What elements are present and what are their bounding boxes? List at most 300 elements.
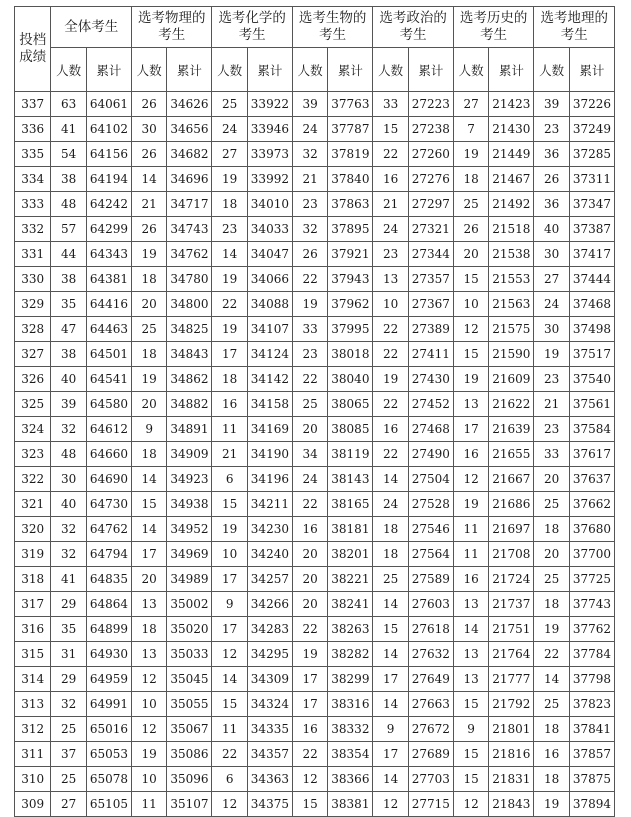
cumulative-cell: 64242 xyxy=(86,192,131,217)
count-cell: 26 xyxy=(534,167,569,192)
cumulative-cell: 37840 xyxy=(328,167,373,192)
count-cell: 24 xyxy=(534,292,569,317)
cumulative-cell: 34626 xyxy=(167,92,212,117)
count-cell: 40 xyxy=(51,492,86,517)
count-cell: 13 xyxy=(131,642,166,667)
cumulative-cell: 35096 xyxy=(167,767,212,792)
table-row xyxy=(15,367,615,392)
cumulative-cell: 34047 xyxy=(247,242,292,267)
count-cell: 18 xyxy=(534,717,569,742)
table-row xyxy=(15,92,615,117)
count-cell: 22 xyxy=(292,367,327,392)
count-cell: 11 xyxy=(453,542,488,567)
cumulative-cell: 34107 xyxy=(247,317,292,342)
count-cell: 21 xyxy=(373,192,408,217)
cumulative-cell: 64156 xyxy=(86,142,131,167)
cumulative-cell: 38354 xyxy=(328,742,373,767)
count-cell: 18 xyxy=(373,542,408,567)
count-cell: 13 xyxy=(453,667,488,692)
table-row xyxy=(15,442,615,467)
cumulative-cell: 34762 xyxy=(167,242,212,267)
table-row xyxy=(15,342,615,367)
count-cell: 24 xyxy=(373,217,408,242)
count-cell: 18 xyxy=(131,442,166,467)
cumulative-cell: 21831 xyxy=(489,767,534,792)
cumulative-cell: 21686 xyxy=(489,492,534,517)
cumulative-cell: 34124 xyxy=(247,342,292,367)
cumulative-cell: 64730 xyxy=(86,492,131,517)
count-cell: 24 xyxy=(373,492,408,517)
cumulative-cell: 27663 xyxy=(408,692,453,717)
cumulative-cell: 21622 xyxy=(489,392,534,417)
count-cell: 20 xyxy=(131,567,166,592)
cumulative-cell: 34363 xyxy=(247,767,292,792)
cumulative-cell: 27504 xyxy=(408,467,453,492)
count-cell: 25 xyxy=(212,92,247,117)
count-cell: 17 xyxy=(292,667,327,692)
count-cell: 39 xyxy=(534,92,569,117)
count-cell: 14 xyxy=(373,467,408,492)
cumulative-cell: 21697 xyxy=(489,517,534,542)
group-header-chemistry: 选考化学的考生 xyxy=(212,7,292,48)
count-cell: 10 xyxy=(131,767,166,792)
count-cell: 14 xyxy=(131,167,166,192)
cumulative-cell: 27430 xyxy=(408,367,453,392)
count-cell: 14 xyxy=(373,592,408,617)
cumulative-cell: 27389 xyxy=(408,317,453,342)
cumulative-cell: 21449 xyxy=(489,142,534,167)
cumulative-cell: 21518 xyxy=(489,217,534,242)
cumulative-cell: 37249 xyxy=(569,117,614,142)
count-cell: 25 xyxy=(534,492,569,517)
table-row xyxy=(15,242,615,267)
table-row xyxy=(15,767,615,792)
cumulative-cell: 34843 xyxy=(167,342,212,367)
score-cell: 317 xyxy=(15,592,51,617)
cumulative-cell: 27276 xyxy=(408,167,453,192)
cumulative-cell: 37894 xyxy=(569,792,614,817)
cumulative-cell: 37784 xyxy=(569,642,614,667)
table-row xyxy=(15,642,615,667)
group-header-geography: 选考地理的考生 xyxy=(534,7,615,48)
cumulative-cell: 34952 xyxy=(167,517,212,542)
score-cell: 329 xyxy=(15,292,51,317)
cumulative-cell: 27546 xyxy=(408,517,453,542)
count-cell: 10 xyxy=(131,692,166,717)
count-cell: 22 xyxy=(292,492,327,517)
count-cell: 29 xyxy=(51,592,86,617)
count-cell: 20 xyxy=(453,242,488,267)
cumulative-cell: 34158 xyxy=(247,392,292,417)
cumulative-cell: 64416 xyxy=(86,292,131,317)
count-cell: 13 xyxy=(453,642,488,667)
cumulative-cell: 34309 xyxy=(247,667,292,692)
count-cell: 15 xyxy=(453,742,488,767)
count-cell: 12 xyxy=(373,792,408,817)
cumulative-cell: 37995 xyxy=(328,317,373,342)
count-cell: 20 xyxy=(534,467,569,492)
cumulative-cell: 21843 xyxy=(489,792,534,817)
table-row xyxy=(15,617,615,642)
cumulative-cell: 37226 xyxy=(569,92,614,117)
count-cell: 48 xyxy=(51,442,86,467)
count-header: 人数 xyxy=(212,48,247,92)
cumulative-cell: 64794 xyxy=(86,542,131,567)
count-cell: 12 xyxy=(212,792,247,817)
count-cell: 16 xyxy=(373,167,408,192)
count-cell: 26 xyxy=(131,217,166,242)
count-cell: 33 xyxy=(373,92,408,117)
count-cell: 24 xyxy=(292,117,327,142)
cumulative-cell: 35002 xyxy=(167,592,212,617)
count-cell: 12 xyxy=(212,642,247,667)
score-cell: 324 xyxy=(15,417,51,442)
table-row xyxy=(15,792,615,817)
count-cell: 21 xyxy=(292,167,327,192)
cumulative-cell: 37561 xyxy=(569,392,614,417)
count-cell: 22 xyxy=(373,442,408,467)
score-cell: 321 xyxy=(15,492,51,517)
cumulative-header: 累计 xyxy=(86,48,131,92)
score-cell: 335 xyxy=(15,142,51,167)
cumulative-cell: 27367 xyxy=(408,292,453,317)
cumulative-cell: 64343 xyxy=(86,242,131,267)
count-cell: 36 xyxy=(534,142,569,167)
count-header: 人数 xyxy=(534,48,569,92)
count-cell: 19 xyxy=(453,492,488,517)
cumulative-cell: 21655 xyxy=(489,442,534,467)
cumulative-cell: 21609 xyxy=(489,367,534,392)
count-cell: 32 xyxy=(292,217,327,242)
cumulative-cell: 38332 xyxy=(328,717,373,742)
table-row xyxy=(15,742,615,767)
score-cell: 325 xyxy=(15,392,51,417)
cumulative-cell: 27649 xyxy=(408,667,453,692)
cumulative-header: 累计 xyxy=(569,48,614,92)
count-cell: 9 xyxy=(373,717,408,742)
count-cell: 19 xyxy=(212,317,247,342)
cumulative-cell: 34891 xyxy=(167,417,212,442)
count-cell: 11 xyxy=(212,717,247,742)
table-row xyxy=(15,467,615,492)
count-cell: 17 xyxy=(292,692,327,717)
cumulative-cell: 38085 xyxy=(328,417,373,442)
count-cell: 13 xyxy=(453,592,488,617)
count-cell: 30 xyxy=(534,242,569,267)
cumulative-cell: 35107 xyxy=(167,792,212,817)
count-cell: 32 xyxy=(51,542,86,567)
count-cell: 35 xyxy=(51,292,86,317)
cumulative-cell: 34989 xyxy=(167,567,212,592)
count-cell: 25 xyxy=(373,567,408,592)
table-row xyxy=(15,542,615,567)
count-cell: 63 xyxy=(51,92,86,117)
cumulative-cell: 21737 xyxy=(489,592,534,617)
table-row xyxy=(15,317,615,342)
count-cell: 22 xyxy=(292,267,327,292)
table-row xyxy=(15,167,615,192)
cumulative-cell: 27618 xyxy=(408,617,453,642)
score-cell: 331 xyxy=(15,242,51,267)
cumulative-cell: 38201 xyxy=(328,542,373,567)
cumulative-cell: 21708 xyxy=(489,542,534,567)
count-cell: 19 xyxy=(453,367,488,392)
cumulative-cell: 34825 xyxy=(167,317,212,342)
count-cell: 17 xyxy=(212,567,247,592)
count-cell: 18 xyxy=(131,267,166,292)
count-cell: 15 xyxy=(131,492,166,517)
cumulative-cell: 38366 xyxy=(328,767,373,792)
count-cell: 19 xyxy=(292,642,327,667)
cumulative-cell: 37895 xyxy=(328,217,373,242)
cumulative-cell: 37285 xyxy=(569,142,614,167)
table-row xyxy=(15,267,615,292)
count-cell: 57 xyxy=(51,217,86,242)
cumulative-cell: 34656 xyxy=(167,117,212,142)
cumulative-cell: 37584 xyxy=(569,417,614,442)
count-cell: 32 xyxy=(51,417,86,442)
count-cell: 19 xyxy=(534,792,569,817)
score-cell: 309 xyxy=(15,792,51,817)
count-cell: 39 xyxy=(292,92,327,117)
count-cell: 17 xyxy=(373,742,408,767)
count-cell: 18 xyxy=(534,592,569,617)
cumulative-cell: 34743 xyxy=(167,217,212,242)
cumulative-cell: 37798 xyxy=(569,667,614,692)
count-cell: 13 xyxy=(453,392,488,417)
cumulative-cell: 37617 xyxy=(569,442,614,467)
cumulative-cell: 21667 xyxy=(489,467,534,492)
count-cell: 17 xyxy=(212,342,247,367)
score-cell: 327 xyxy=(15,342,51,367)
cumulative-header: 累计 xyxy=(408,48,453,92)
cumulative-cell: 27344 xyxy=(408,242,453,267)
cumulative-cell: 21563 xyxy=(489,292,534,317)
count-cell: 10 xyxy=(453,292,488,317)
count-cell: 22 xyxy=(373,317,408,342)
cumulative-cell: 64991 xyxy=(86,692,131,717)
count-cell: 20 xyxy=(292,567,327,592)
count-cell: 16 xyxy=(453,567,488,592)
score-distribution-table xyxy=(14,6,615,817)
count-cell: 12 xyxy=(453,467,488,492)
count-cell: 32 xyxy=(292,142,327,167)
cumulative-cell: 27468 xyxy=(408,417,453,442)
count-cell: 21 xyxy=(212,442,247,467)
cumulative-cell: 21777 xyxy=(489,667,534,692)
cumulative-cell: 27223 xyxy=(408,92,453,117)
count-cell: 19 xyxy=(212,517,247,542)
cumulative-cell: 21430 xyxy=(489,117,534,142)
cumulative-cell: 37823 xyxy=(569,692,614,717)
count-cell: 23 xyxy=(534,367,569,392)
group-header-biology: 选考生物的考生 xyxy=(292,7,372,48)
cumulative-cell: 27715 xyxy=(408,792,453,817)
count-cell: 18 xyxy=(534,517,569,542)
count-cell: 19 xyxy=(131,367,166,392)
cumulative-cell: 35086 xyxy=(167,742,212,767)
count-cell: 30 xyxy=(131,117,166,142)
cumulative-cell: 64612 xyxy=(86,417,131,442)
cumulative-cell: 37921 xyxy=(328,242,373,267)
count-cell: 17 xyxy=(212,617,247,642)
cumulative-cell: 38181 xyxy=(328,517,373,542)
count-cell: 27 xyxy=(453,92,488,117)
count-cell: 32 xyxy=(51,692,86,717)
group-header-politics: 选考政治的考生 xyxy=(373,7,453,48)
count-cell: 15 xyxy=(212,492,247,517)
cumulative-cell: 38065 xyxy=(328,392,373,417)
count-cell: 14 xyxy=(373,642,408,667)
cumulative-cell: 37743 xyxy=(569,592,614,617)
cumulative-header: 累计 xyxy=(247,48,292,92)
count-cell: 40 xyxy=(51,367,86,392)
group-header-all: 全体考生 xyxy=(51,7,131,48)
count-cell: 23 xyxy=(534,117,569,142)
cumulative-cell: 38263 xyxy=(328,617,373,642)
count-cell: 15 xyxy=(292,792,327,817)
cumulative-cell: 37763 xyxy=(328,92,373,117)
cumulative-cell: 64959 xyxy=(86,667,131,692)
count-cell: 20 xyxy=(131,392,166,417)
count-cell: 22 xyxy=(373,392,408,417)
table-row xyxy=(15,717,615,742)
count-cell: 38 xyxy=(51,267,86,292)
count-cell: 29 xyxy=(51,667,86,692)
cumulative-cell: 21816 xyxy=(489,742,534,767)
cumulative-cell: 34780 xyxy=(167,267,212,292)
cumulative-cell: 33922 xyxy=(247,92,292,117)
cumulative-cell: 34335 xyxy=(247,717,292,742)
cumulative-cell: 34800 xyxy=(167,292,212,317)
cumulative-cell: 64299 xyxy=(86,217,131,242)
cumulative-cell: 21467 xyxy=(489,167,534,192)
cumulative-cell: 27260 xyxy=(408,142,453,167)
cumulative-cell: 34357 xyxy=(247,742,292,767)
cumulative-cell: 37725 xyxy=(569,567,614,592)
cumulative-cell: 34142 xyxy=(247,367,292,392)
cumulative-cell: 64463 xyxy=(86,317,131,342)
count-cell: 35 xyxy=(51,617,86,642)
cumulative-cell: 21575 xyxy=(489,317,534,342)
count-cell: 7 xyxy=(453,117,488,142)
cumulative-cell: 27632 xyxy=(408,642,453,667)
cumulative-cell: 37863 xyxy=(328,192,373,217)
count-cell: 16 xyxy=(292,717,327,742)
count-cell: 19 xyxy=(131,242,166,267)
score-cell: 328 xyxy=(15,317,51,342)
cumulative-cell: 64194 xyxy=(86,167,131,192)
count-cell: 13 xyxy=(131,592,166,617)
cumulative-cell: 38316 xyxy=(328,692,373,717)
cumulative-cell: 64690 xyxy=(86,467,131,492)
count-cell: 16 xyxy=(212,392,247,417)
count-cell: 14 xyxy=(212,667,247,692)
cumulative-cell: 37417 xyxy=(569,242,614,267)
cumulative-cell: 27672 xyxy=(408,717,453,742)
count-cell: 16 xyxy=(534,742,569,767)
count-cell: 32 xyxy=(51,517,86,542)
count-cell: 44 xyxy=(51,242,86,267)
count-cell: 26 xyxy=(292,242,327,267)
table-row xyxy=(15,592,615,617)
score-cell: 334 xyxy=(15,167,51,192)
cumulative-cell: 37662 xyxy=(569,492,614,517)
table-row xyxy=(15,392,615,417)
cumulative-cell: 21724 xyxy=(489,567,534,592)
score-cell: 326 xyxy=(15,367,51,392)
count-cell: 25 xyxy=(131,317,166,342)
score-cell: 333 xyxy=(15,192,51,217)
count-cell: 25 xyxy=(292,392,327,417)
cumulative-cell: 64899 xyxy=(86,617,131,642)
cumulative-cell: 21553 xyxy=(489,267,534,292)
cumulative-cell: 34682 xyxy=(167,142,212,167)
cumulative-cell: 65105 xyxy=(86,792,131,817)
count-cell: 20 xyxy=(292,542,327,567)
count-cell: 25 xyxy=(51,767,86,792)
count-cell: 17 xyxy=(453,417,488,442)
count-cell: 39 xyxy=(51,392,86,417)
score-cell: 310 xyxy=(15,767,51,792)
cumulative-cell: 38165 xyxy=(328,492,373,517)
count-cell: 20 xyxy=(292,417,327,442)
cumulative-cell: 34266 xyxy=(247,592,292,617)
cumulative-cell: 38381 xyxy=(328,792,373,817)
cumulative-cell: 34190 xyxy=(247,442,292,467)
score-cell: 323 xyxy=(15,442,51,467)
count-cell: 33 xyxy=(534,442,569,467)
count-cell: 15 xyxy=(453,267,488,292)
cumulative-cell: 27297 xyxy=(408,192,453,217)
table-row xyxy=(15,417,615,442)
count-cell: 16 xyxy=(373,417,408,442)
count-cell: 15 xyxy=(373,617,408,642)
cumulative-cell: 38241 xyxy=(328,592,373,617)
cumulative-cell: 27689 xyxy=(408,742,453,767)
cumulative-cell: 37311 xyxy=(569,167,614,192)
count-cell: 26 xyxy=(453,217,488,242)
count-cell: 19 xyxy=(131,742,166,767)
score-cell: 332 xyxy=(15,217,51,242)
count-cell: 6 xyxy=(212,467,247,492)
count-header: 人数 xyxy=(373,48,408,92)
group-header-physics: 选考物理的考生 xyxy=(131,7,211,48)
cumulative-cell: 37347 xyxy=(569,192,614,217)
cumulative-cell: 64660 xyxy=(86,442,131,467)
count-cell: 19 xyxy=(212,167,247,192)
count-cell: 15 xyxy=(453,692,488,717)
cumulative-cell: 34324 xyxy=(247,692,292,717)
count-cell: 19 xyxy=(373,367,408,392)
cumulative-cell: 33946 xyxy=(247,117,292,142)
score-cell: 320 xyxy=(15,517,51,542)
cumulative-cell: 38282 xyxy=(328,642,373,667)
count-cell: 14 xyxy=(131,517,166,542)
group-header-history: 选考历史的 考生 xyxy=(453,7,534,48)
count-cell: 14 xyxy=(453,617,488,642)
count-cell: 12 xyxy=(131,667,166,692)
count-cell: 41 xyxy=(51,117,86,142)
count-cell: 16 xyxy=(292,517,327,542)
cumulative-cell: 64835 xyxy=(86,567,131,592)
cumulative-cell: 64061 xyxy=(86,92,131,117)
count-cell: 25 xyxy=(534,567,569,592)
cumulative-cell: 37468 xyxy=(569,292,614,317)
cumulative-cell: 34938 xyxy=(167,492,212,517)
cumulative-cell: 21792 xyxy=(489,692,534,717)
score-cell: 336 xyxy=(15,117,51,142)
